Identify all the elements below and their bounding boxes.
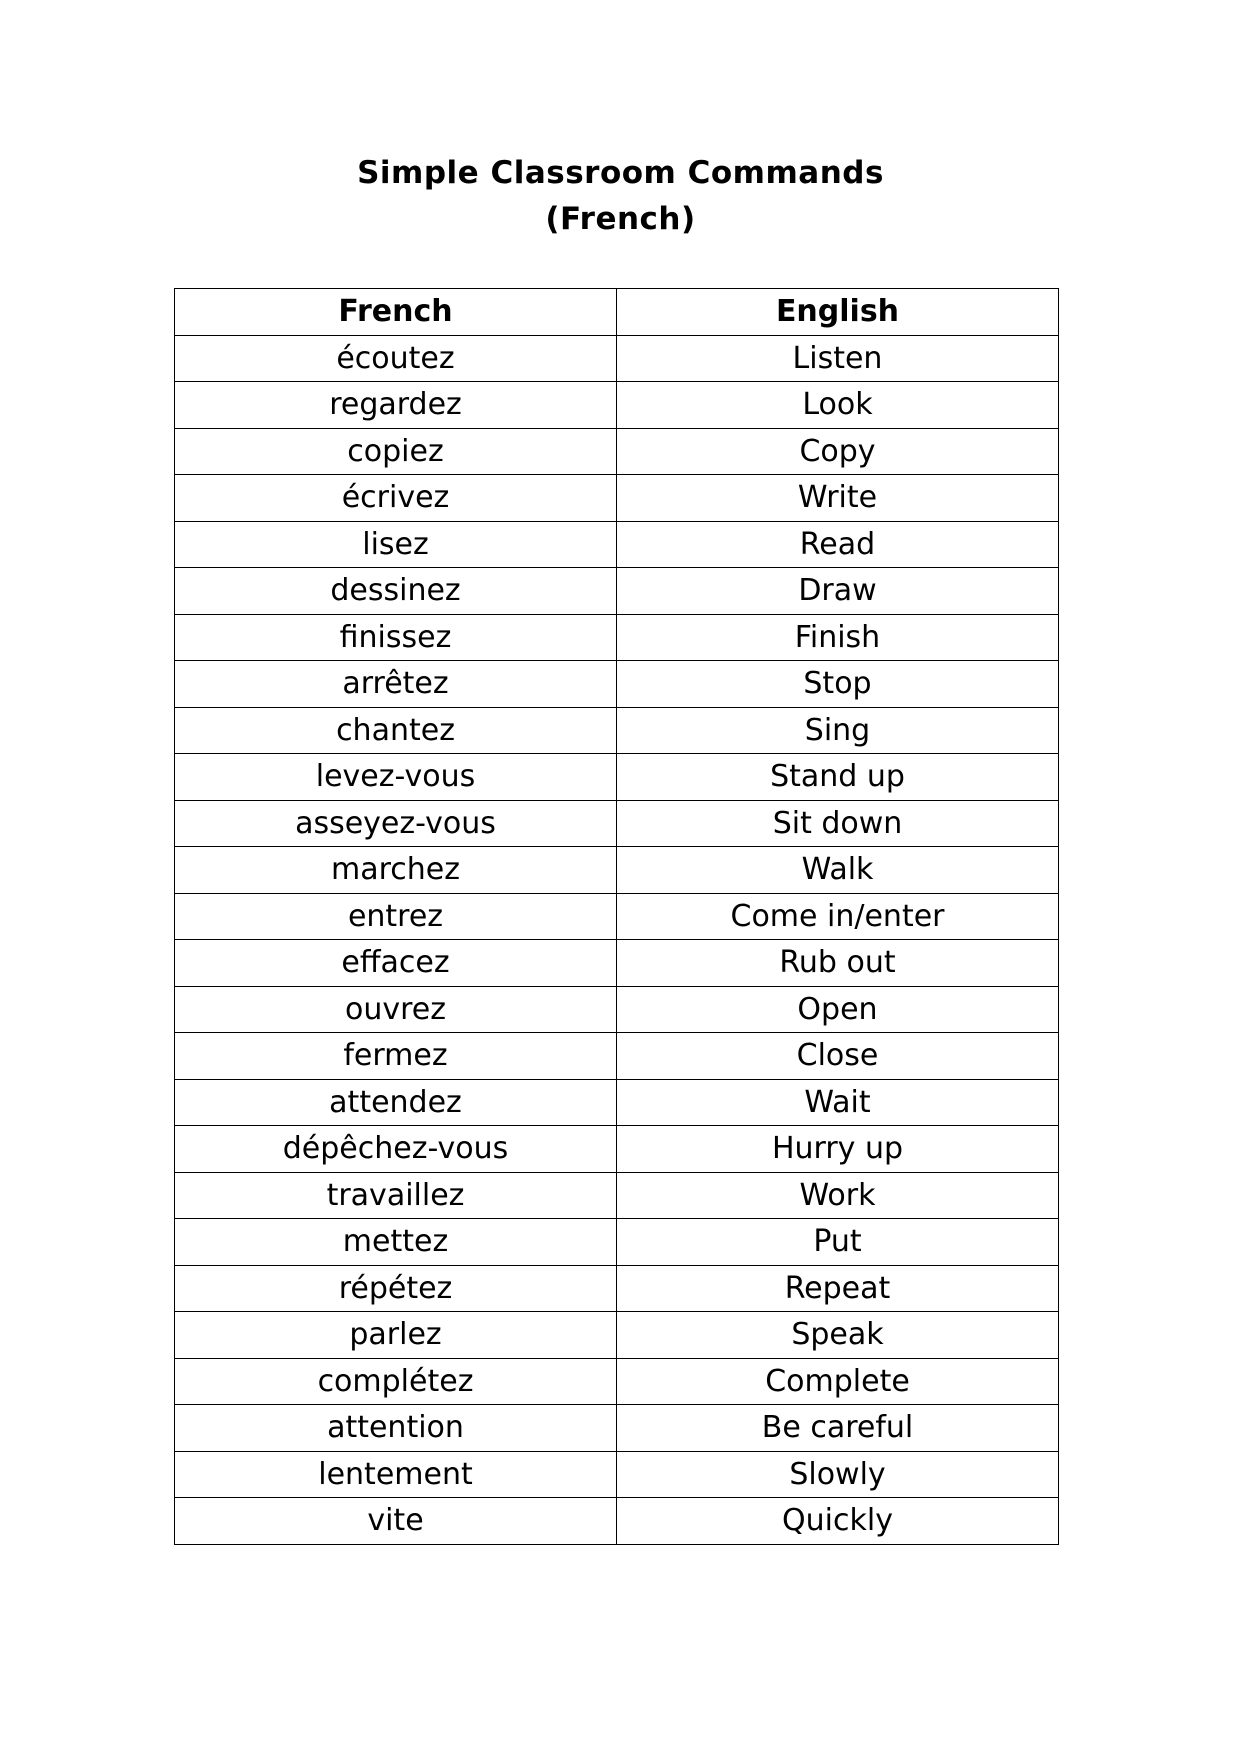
english-cell: Open xyxy=(617,986,1059,1033)
english-cell: Close xyxy=(617,1033,1059,1080)
french-cell: écrivez xyxy=(175,475,617,522)
english-cell: Read xyxy=(617,521,1059,568)
english-cell: Be careful xyxy=(617,1405,1059,1452)
table-row xyxy=(175,1126,1059,1173)
document-title xyxy=(0,150,1241,242)
table-row xyxy=(175,986,1059,1033)
french-cell: mettez xyxy=(175,1219,617,1266)
english-cell: Walk xyxy=(617,847,1059,894)
column-header-french: French xyxy=(175,289,617,336)
french-cell: entrez xyxy=(175,893,617,940)
english-cell: Hurry up xyxy=(617,1126,1059,1173)
english-cell: Sing xyxy=(617,707,1059,754)
table-row xyxy=(175,1219,1059,1266)
table-row xyxy=(175,382,1059,429)
table-row xyxy=(175,475,1059,522)
table-row xyxy=(175,428,1059,475)
french-cell: marchez xyxy=(175,847,617,894)
french-cell: dépêchez-vous xyxy=(175,1126,617,1173)
english-cell: Sit down xyxy=(617,800,1059,847)
english-cell: Stand up xyxy=(617,754,1059,801)
english-cell: Finish xyxy=(617,614,1059,661)
french-cell: répétez xyxy=(175,1265,617,1312)
french-cell: vite xyxy=(175,1498,617,1545)
table-row xyxy=(175,1358,1059,1405)
table-row xyxy=(175,335,1059,382)
english-cell: Write xyxy=(617,475,1059,522)
french-cell: dessinez xyxy=(175,568,617,615)
english-cell: Draw xyxy=(617,568,1059,615)
french-cell: complétez xyxy=(175,1358,617,1405)
french-cell: ouvrez xyxy=(175,986,617,1033)
table-row xyxy=(175,754,1059,801)
english-cell: Listen xyxy=(617,335,1059,382)
table-row xyxy=(175,1498,1059,1545)
table-header-row xyxy=(175,289,1059,336)
english-cell: Quickly xyxy=(617,1498,1059,1545)
french-cell: lentement xyxy=(175,1451,617,1498)
english-cell: Work xyxy=(617,1172,1059,1219)
french-cell: effacez xyxy=(175,940,617,987)
english-cell: Repeat xyxy=(617,1265,1059,1312)
english-cell: Speak xyxy=(617,1312,1059,1359)
english-cell: Rub out xyxy=(617,940,1059,987)
table-row xyxy=(175,847,1059,894)
table-body xyxy=(175,335,1059,1544)
french-cell: finissez xyxy=(175,614,617,661)
table-row xyxy=(175,568,1059,615)
table-row xyxy=(175,707,1059,754)
english-cell: Complete xyxy=(617,1358,1059,1405)
vocabulary-table xyxy=(174,288,1059,1545)
french-cell: attendez xyxy=(175,1079,617,1126)
table-row xyxy=(175,521,1059,568)
english-cell: Come in/enter xyxy=(617,893,1059,940)
table-row xyxy=(175,1265,1059,1312)
table-row xyxy=(175,800,1059,847)
table-row xyxy=(175,1172,1059,1219)
english-cell: Look xyxy=(617,382,1059,429)
english-cell: Slowly xyxy=(617,1451,1059,1498)
french-cell: fermez xyxy=(175,1033,617,1080)
french-cell: levez-vous xyxy=(175,754,617,801)
french-cell: arrêtez xyxy=(175,661,617,708)
table-row xyxy=(175,893,1059,940)
french-cell: chantez xyxy=(175,707,617,754)
french-cell: parlez xyxy=(175,1312,617,1359)
table-row xyxy=(175,1405,1059,1452)
english-cell: Put xyxy=(617,1219,1059,1266)
french-cell: attention xyxy=(175,1405,617,1452)
english-cell: Copy xyxy=(617,428,1059,475)
table-row xyxy=(175,1312,1059,1359)
french-cell: regardez xyxy=(175,382,617,429)
english-cell: Wait xyxy=(617,1079,1059,1126)
french-cell: écoutez xyxy=(175,335,617,382)
table-row xyxy=(175,661,1059,708)
french-cell: travaillez xyxy=(175,1172,617,1219)
table-row xyxy=(175,1033,1059,1080)
title-line-1: Simple Classroom Commands xyxy=(357,155,884,191)
french-cell: copiez xyxy=(175,428,617,475)
english-cell: Stop xyxy=(617,661,1059,708)
table-row xyxy=(175,1079,1059,1126)
table-row xyxy=(175,1451,1059,1498)
title-line-2: (French) xyxy=(545,201,696,237)
french-cell: lisez xyxy=(175,521,617,568)
column-header-english: English xyxy=(617,289,1059,336)
table-row xyxy=(175,614,1059,661)
french-cell: asseyez-vous xyxy=(175,800,617,847)
table-row xyxy=(175,940,1059,987)
